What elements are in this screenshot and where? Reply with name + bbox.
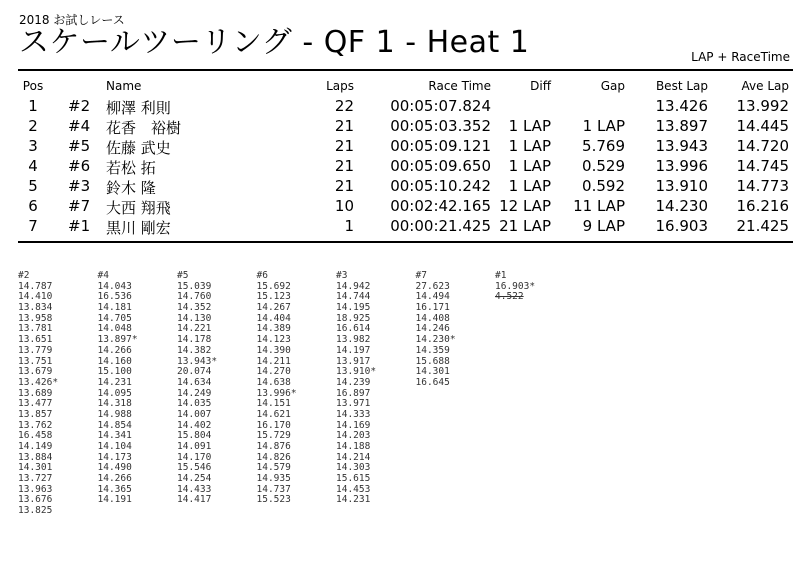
lap-time: 14.301 (415, 366, 450, 378)
lap-time: 15.123 (256, 291, 291, 303)
lap-times-car-number: #4 (97, 270, 109, 281)
result-row (18, 97, 793, 115)
lap-time: 14.382 (177, 344, 212, 356)
lap-time: 14.178 (177, 334, 212, 346)
result-car-number: #3 (68, 177, 91, 195)
result-driver-name: 大西 翔飛 (106, 199, 171, 217)
result-diff: 1 LAP (508, 177, 551, 195)
result-row (18, 117, 793, 135)
pos-header: Pos (22, 79, 44, 93)
result-race-time: 00:05:10.242 (390, 177, 491, 195)
lap-times-column (257, 271, 332, 506)
lap-times-car-number: #3 (336, 270, 348, 281)
header-divider (18, 69, 793, 71)
lap-times-column (18, 271, 93, 517)
result-pos: 7 (28, 217, 38, 235)
lap-time: 14.239 (336, 376, 371, 388)
lap-time: 14.104 (97, 441, 132, 452)
lap-time: 27.623 (415, 280, 450, 292)
lap-time: 15.039 (177, 280, 212, 292)
result-best-lap: 13.996 (655, 157, 708, 175)
page-title: スケールツーリング - QF 1 - Heat 1 (19, 25, 530, 60)
result-car-number: #6 (68, 157, 91, 175)
result-best-lap: 13.943 (655, 137, 708, 155)
result-ave-lap: 13.992 (736, 97, 789, 115)
lap-time: 14.231 (97, 376, 132, 388)
lap-time: 14.359 (415, 344, 450, 356)
lap-time: 14.091 (177, 441, 212, 452)
lap-time: 14.123 (256, 334, 291, 346)
lap-time: 13.971 (336, 398, 371, 410)
lap-time: 14.303 (336, 462, 371, 474)
result-car-number: #2 (68, 97, 91, 115)
lap-time: 14.333 (336, 408, 371, 420)
lap-time: 13.477 (18, 398, 53, 410)
lap-times-column (177, 271, 252, 506)
result-race-time: 00:05:09.121 (390, 137, 491, 155)
result-car-number: #5 (68, 137, 91, 155)
results-divider (18, 241, 793, 243)
lap-time: 16.903* (495, 280, 536, 292)
result-driver-name: 鈴木 隆 (106, 179, 156, 197)
lap-time: 14.230* (415, 334, 456, 346)
lap-time: 14.007 (177, 408, 212, 420)
lap-time: 14.048 (97, 323, 132, 335)
result-ave-lap: 14.773 (736, 177, 789, 195)
lap-time: 14.453 (336, 483, 371, 495)
lap-time: 13.834 (18, 302, 53, 314)
lap-times-car-number: #6 (256, 270, 268, 281)
lap-time: 14.876 (256, 441, 291, 452)
lap-time: 14.173 (97, 451, 132, 463)
lap-time: 4.522 (495, 291, 524, 303)
lap-time: 13.679 (18, 366, 53, 378)
result-diff: 12 LAP (499, 197, 551, 215)
lap-time: 14.942 (336, 280, 371, 292)
lap-time: 14.151 (256, 398, 291, 410)
lap-time: 14.854 (97, 419, 132, 431)
result-best-lap: 13.426 (655, 97, 708, 115)
lap-time: 13.781 (18, 323, 53, 335)
lap-time: 13.943* (177, 355, 218, 367)
result-laps: 21 (334, 137, 354, 155)
lap-times-car-number: #2 (18, 270, 30, 281)
lap-time: 15.804 (177, 430, 212, 442)
lap-times-car-number: #5 (177, 270, 189, 281)
lap-time: 14.197 (336, 344, 371, 356)
lap-time: 13.917 (336, 355, 371, 367)
result-driver-name: 花香 裕樹 (106, 119, 182, 137)
lap-time: 14.246 (415, 323, 450, 335)
lap-time: 16.536 (97, 291, 132, 303)
lap-time: 14.760 (177, 291, 212, 303)
result-row (18, 197, 793, 215)
lap-time: 15.615 (336, 473, 371, 485)
lap-time: 15.523 (256, 494, 291, 506)
lap-time: 14.365 (97, 483, 132, 495)
lap-time: 14.270 (256, 366, 291, 378)
result-ave-lap: 14.445 (736, 117, 789, 135)
lap-time: 14.160 (97, 355, 132, 367)
result-diff: 1 LAP (508, 157, 551, 175)
lap-time: 14.408 (415, 312, 450, 324)
result-driver-name: 佐藤 武史 (106, 139, 171, 157)
lap-time: 13.751 (18, 355, 53, 367)
lap-time: 14.169 (336, 419, 371, 431)
lap-times-column (416, 271, 491, 389)
lap-time: 16.645 (415, 376, 450, 388)
lap-time: 14.130 (177, 312, 212, 324)
lap-times-car-number: #1 (495, 270, 507, 281)
lap-time: 14.490 (97, 462, 132, 474)
lap-time: 13.910* (336, 366, 377, 378)
lap-time: 14.705 (97, 312, 132, 324)
result-gap: 0.529 (582, 157, 625, 175)
result-pos: 3 (28, 137, 38, 155)
result-ave-lap: 16.216 (736, 197, 789, 215)
result-diff: 1 LAP (508, 137, 551, 155)
lap-time: 15.688 (415, 355, 450, 367)
lap-time: 14.988 (97, 408, 132, 420)
lap-time: 13.963 (18, 483, 53, 495)
event-subtitle: 2018 お試しレース (19, 13, 125, 27)
lap-time: 14.266 (97, 473, 132, 485)
lap-time: 13.426* (18, 376, 59, 388)
lap-time: 14.787 (18, 280, 53, 292)
result-driver-name: 黒川 剛宏 (106, 219, 171, 237)
lap-time: 14.389 (256, 323, 291, 335)
lap-time: 14.579 (256, 462, 291, 474)
laps-header: Laps (326, 79, 354, 93)
ave-lap-header: Ave Lap (741, 79, 789, 93)
lap-time: 14.301 (18, 462, 53, 474)
result-diff: 21 LAP (499, 217, 551, 235)
lap-time: 14.191 (97, 494, 132, 506)
lap-time: 14.744 (336, 291, 371, 303)
lap-time: 13.958 (18, 312, 53, 324)
lap-time: 13.897* (97, 334, 138, 346)
result-gap: 0.592 (582, 177, 625, 195)
result-laps: 21 (334, 117, 354, 135)
result-driver-name: 若松 拓 (106, 159, 156, 177)
result-row (18, 137, 793, 155)
result-gap: 11 LAP (573, 197, 625, 215)
lap-time: 14.043 (97, 280, 132, 292)
result-diff: 1 LAP (508, 117, 551, 135)
diff-header: Diff (530, 79, 551, 93)
lap-time: 16.458 (18, 430, 53, 442)
lap-time: 13.651 (18, 334, 53, 346)
lap-times-car-number: #7 (415, 270, 427, 281)
result-car-number: #4 (68, 117, 91, 135)
lap-times-column (495, 271, 570, 303)
result-race-time: 00:02:42.165 (390, 197, 491, 215)
lap-time: 14.390 (256, 344, 291, 356)
result-row (18, 217, 793, 235)
result-ave-lap: 21.425 (736, 217, 789, 235)
results-table (18, 79, 793, 241)
result-race-time: 00:05:09.650 (390, 157, 491, 175)
lap-time: 14.195 (336, 302, 371, 314)
lap-time: 15.546 (177, 462, 212, 474)
lap-time: 13.762 (18, 419, 53, 431)
lap-time: 14.181 (97, 302, 132, 314)
lap-time: 13.779 (18, 344, 53, 356)
result-driver-name: 柳澤 利則 (106, 99, 171, 117)
lap-time: 13.676 (18, 494, 53, 506)
lap-time: 13.884 (18, 451, 53, 463)
lap-time: 15.692 (256, 280, 291, 292)
lap-time: 18.925 (336, 312, 371, 324)
lap-time: 14.935 (256, 473, 291, 485)
lap-time: 14.621 (256, 408, 291, 420)
lap-time: 14.266 (97, 344, 132, 356)
result-pos: 6 (28, 197, 38, 215)
lap-time: 14.188 (336, 441, 371, 452)
lap-time: 14.737 (256, 483, 291, 495)
result-laps: 22 (334, 97, 354, 115)
lap-times-column (98, 271, 173, 506)
lap-time: 14.035 (177, 398, 212, 410)
result-car-number: #7 (68, 197, 91, 215)
lap-time: 13.727 (18, 473, 53, 485)
result-laps: 10 (334, 197, 354, 215)
lap-time: 14.638 (256, 376, 291, 388)
result-race-time: 00:00:21.425 (390, 217, 491, 235)
lap-time: 13.996* (256, 387, 297, 399)
result-gap: 9 LAP (582, 217, 625, 235)
race-time-header: Race Time (428, 79, 491, 93)
lap-time: 14.417 (177, 494, 212, 506)
lap-time: 14.149 (18, 441, 53, 452)
result-pos: 2 (28, 117, 38, 135)
lap-time: 14.826 (256, 451, 291, 463)
lap-time: 20.074 (177, 366, 212, 378)
result-best-lap: 14.230 (655, 197, 708, 215)
lap-time: 14.634 (177, 376, 212, 388)
lap-times-column (336, 271, 411, 506)
lap-time: 14.170 (177, 451, 212, 463)
lap-time: 16.171 (415, 302, 450, 314)
lap-time: 14.203 (336, 430, 371, 442)
result-laps: 21 (334, 177, 354, 195)
gap-header: Gap (600, 79, 625, 93)
result-best-lap: 13.910 (655, 177, 708, 195)
lap-time: 16.897 (336, 387, 371, 399)
lap-time: 14.341 (97, 430, 132, 442)
result-best-lap: 16.903 (655, 217, 708, 235)
lap-time: 15.729 (256, 430, 291, 442)
name-header: Name (106, 79, 142, 93)
lap-time: 14.410 (18, 291, 53, 303)
lap-time: 14.095 (97, 387, 132, 399)
result-gap: 1 LAP (582, 117, 625, 135)
lap-time: 14.254 (177, 473, 212, 485)
result-race-time: 00:05:07.824 (390, 97, 491, 115)
best-lap-header: Best Lap (655, 79, 708, 93)
lap-time: 13.982 (336, 334, 371, 346)
result-pos: 5 (28, 177, 38, 195)
lap-time: 14.221 (177, 323, 212, 335)
lap-time: 14.318 (97, 398, 132, 410)
result-gap: 5.769 (582, 137, 625, 155)
lap-time: 13.825 (18, 505, 53, 517)
result-row (18, 177, 793, 195)
result-row (18, 157, 793, 175)
lap-time: 14.352 (177, 302, 212, 314)
result-ave-lap: 14.745 (736, 157, 789, 175)
lap-time: 14.433 (177, 483, 212, 495)
result-best-lap: 13.897 (655, 117, 708, 135)
result-laps: 1 (344, 217, 354, 235)
lap-time: 14.494 (415, 291, 450, 303)
lap-time: 14.231 (336, 494, 371, 506)
result-pos: 4 (28, 157, 38, 175)
lap-time: 14.404 (256, 312, 291, 324)
lap-time: 13.689 (18, 387, 53, 399)
lap-time: 14.267 (256, 302, 291, 314)
lap-time: 16.170 (256, 419, 291, 431)
lap-time: 14.211 (256, 355, 291, 367)
lap-time: 14.249 (177, 387, 212, 399)
result-car-number: #1 (68, 217, 91, 235)
lap-time: 14.402 (177, 419, 212, 431)
lap-time: 14.214 (336, 451, 371, 463)
results-header-row (18, 79, 793, 95)
result-laps: 21 (334, 157, 354, 175)
result-pos: 1 (28, 97, 38, 115)
lap-time: 15.100 (97, 366, 132, 378)
result-ave-lap: 14.720 (736, 137, 789, 155)
lap-time: 13.857 (18, 408, 53, 420)
result-race-time: 00:05:03.352 (390, 117, 491, 135)
scoring-format: LAP + RaceTime (691, 50, 790, 64)
lap-time: 16.614 (336, 323, 371, 335)
